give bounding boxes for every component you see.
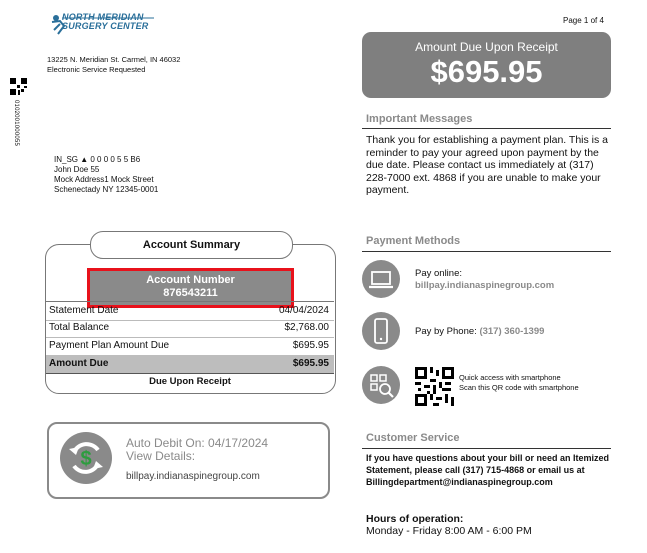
amount-due-box [362, 32, 611, 98]
summary-row [46, 337, 334, 356]
logo-line-2: SURGERY CENTER [62, 21, 149, 31]
divider [362, 251, 611, 252]
phone-icon [362, 312, 400, 350]
auto-debit-date: Auto Debit On: 04/17/2024 [126, 436, 269, 450]
recipient-name: John Doe 55 [54, 165, 100, 174]
hours-text: Monday - Friday 8:00 AM - 6:00 PM [366, 525, 532, 537]
summary-row [46, 319, 334, 338]
amount-due-value: $695.95 [430, 54, 543, 89]
auto-debit-details-label: View Details: [126, 449, 196, 463]
customer-service-text: If you have questions about your bill or need an Itemized Statement, please call (317) 715-4868 or email us at Billingdepartment@indianaspinegroup.com [366, 453, 610, 487]
hours-block [366, 513, 532, 537]
logo-line-1: NORTH MERIDIAN [62, 12, 144, 22]
amount-due-label: Amount Due Upon Receipt [415, 40, 558, 54]
customer-service-title: Customer Service [366, 432, 460, 444]
qr-line-1: Quick access with smartphone [459, 373, 561, 382]
divider [362, 128, 611, 129]
qr-search-icon [362, 366, 400, 404]
account-summary-title: Account Summary [90, 231, 293, 259]
pay-online-link[interactable]: billpay.indianaspinegroup.com [415, 280, 555, 291]
auto-debit-link[interactable]: billpay.indianaspinegroup.com [126, 471, 260, 482]
hours-title: Hours of operation: [366, 513, 464, 525]
pay-online [415, 268, 554, 292]
summary-row-amount-due [46, 355, 334, 374]
due-upon-receipt: Due Upon Receipt [149, 376, 231, 387]
account-number-value: 876543211 [163, 287, 218, 299]
page-indicator: Page 1 of 4 [563, 16, 604, 25]
pay-phone-number[interactable]: (317) 360-1399 [479, 326, 545, 337]
important-messages-title: Important Messages [366, 113, 473, 125]
account-number-label: Account Number [146, 274, 235, 286]
summary-row-label: Total Balance [49, 322, 110, 333]
recipient-street: Mock Address1 Mock Street [54, 175, 154, 184]
qr-code[interactable] [415, 367, 454, 406]
logo-text [62, 13, 149, 31]
svg-text:$: $ [80, 448, 92, 470]
summary-row-value: $695.95 [292, 358, 329, 369]
barcode [10, 78, 27, 95]
laptop-icon [362, 260, 400, 298]
payment-methods-title: Payment Methods [366, 235, 461, 247]
recipient-city: Schenectady NY 12345-0001 [54, 185, 159, 194]
sender-address [47, 55, 180, 75]
summary-row-label: Payment Plan Amount Due [49, 340, 170, 351]
summary-row-value: $695.95 [292, 340, 329, 351]
summary-row-value: $2,768.00 [284, 322, 329, 333]
address-line: 13225 N. Meridian St. Carmel, IN 46032 [47, 55, 181, 64]
service-note: Electronic Service Requested [47, 65, 146, 74]
side-code: 0102001000055 [13, 100, 19, 146]
qr-line-2: Scan this QR code with smartphone [459, 382, 579, 392]
qr-instructions [459, 373, 579, 392]
auto-debit-text [126, 437, 268, 463]
summary-row-value: 04/04/2024 [278, 305, 329, 316]
summary-row-label: Statement Date [49, 305, 119, 316]
recipient-code: IN_SG ▲ 0 0 0 0 5 5 B6 [54, 155, 141, 164]
pay-online-label: Pay online: [415, 268, 463, 279]
recipient-block [54, 155, 158, 195]
important-message-text: Thank you for establishing a payment plan. This is a reminder to pay your agreed upon payment by the due date. Please contact us immediately at (317) 228-7000 ext. 4868 if you are unable to make your payment. [366, 134, 609, 196]
divider [362, 448, 611, 449]
dollar-refresh-icon [60, 432, 112, 484]
summary-row-label: Amount Due [49, 358, 109, 369]
pay-phone-label: Pay by Phone: [415, 326, 477, 337]
pay-by-phone [415, 326, 544, 338]
summary-row [46, 301, 334, 321]
